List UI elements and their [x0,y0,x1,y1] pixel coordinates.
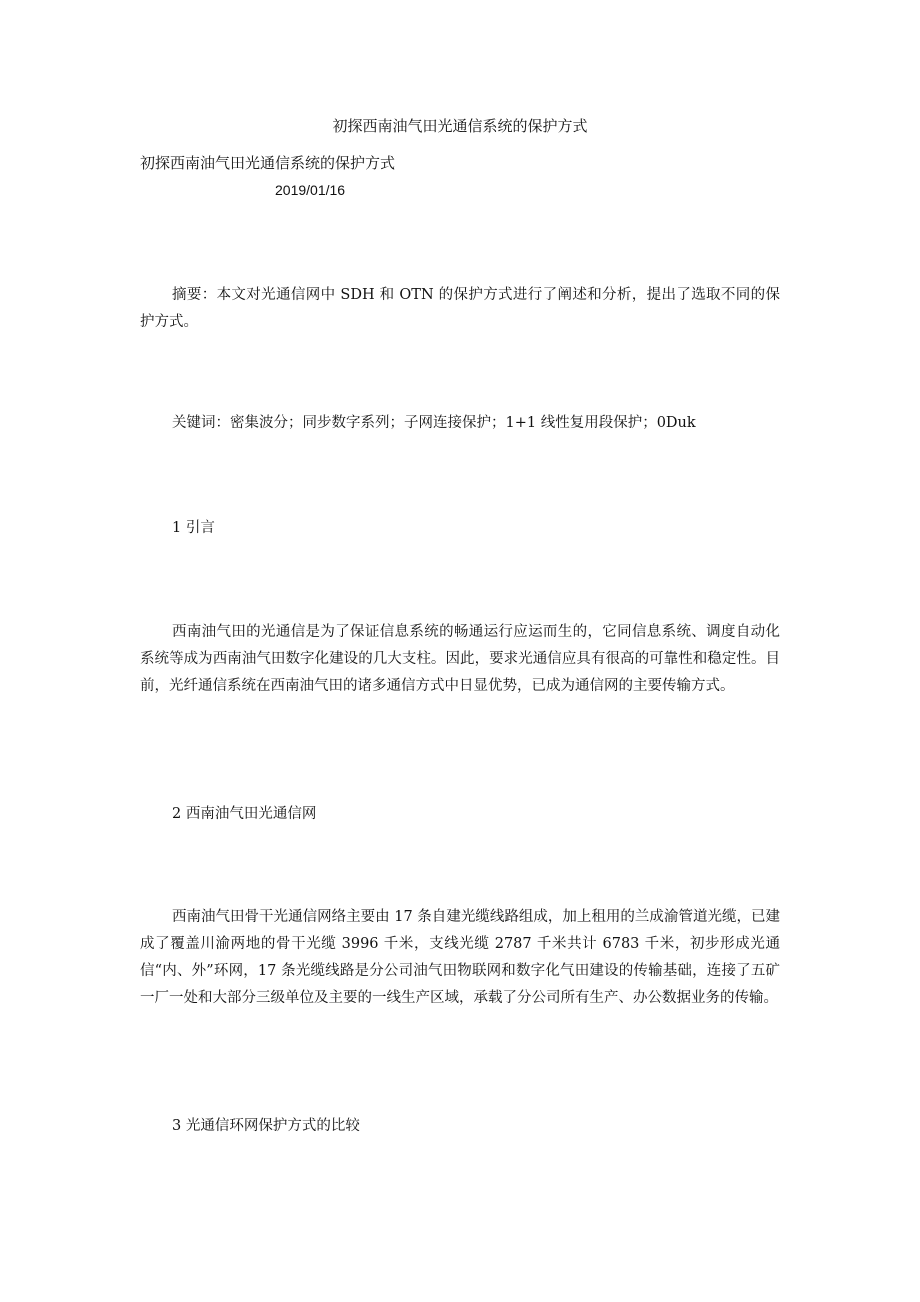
introduction-paragraph: 西南油气田的光通信是为了保证信息系统的畅通运行应运而生的，它同信息系统、调度自动化系统等成为西南油气田数字化建设的几大支柱。因此，要求光通信应具有很高的可靠性和稳定性。目前，光纤通信系统在西南油气田的诸多通信方式中日显优势，已成为通信网的主要传输方式。 [140,624,780,694]
section-heading-comparison: 3 光通信环网保护方式的比较 [172,1118,360,1134]
abstract-paragraph: 摘要：本文对光通信网中 SDH 和 OTN 的保护方式进行了阐述和分析，提出了选取不同的保护方式。 [140,287,780,330]
document-title: 初探西南油气田光通信系统的保护方式 [140,154,396,172]
section-heading-introduction: 1 引言 [172,520,215,536]
document-date: 2019/01/16 [275,182,346,198]
network-paragraph: 西南油气田骨干光通信网络主要由 17 条自建光缆线路组成，加上租用的兰成渝管道光缆，已建成了覆盖川渝两地的骨干光缆 3996 千米，支线光缆 2787 千米共计 6783 千米，初步形成光通信“内、外”环网，17 条光缆线路是分公司油气田物联网和数字化气田建设的传输基础，连接了五矿一厂一处和大部分三级单位及主要的一线生产区域，承载了分公司所有生产、办公数据业务的传输。 [140,909,780,1006]
keywords-paragraph: 关键词：密集波分；同步数字系列；子网连接保护；1+1 线性复用段保护；0Duk [172,415,696,431]
section-heading-network: 2 西南油气田光通信网 [172,806,317,822]
page-header-title: 初探西南油气田光通信系统的保护方式 [332,117,588,135]
